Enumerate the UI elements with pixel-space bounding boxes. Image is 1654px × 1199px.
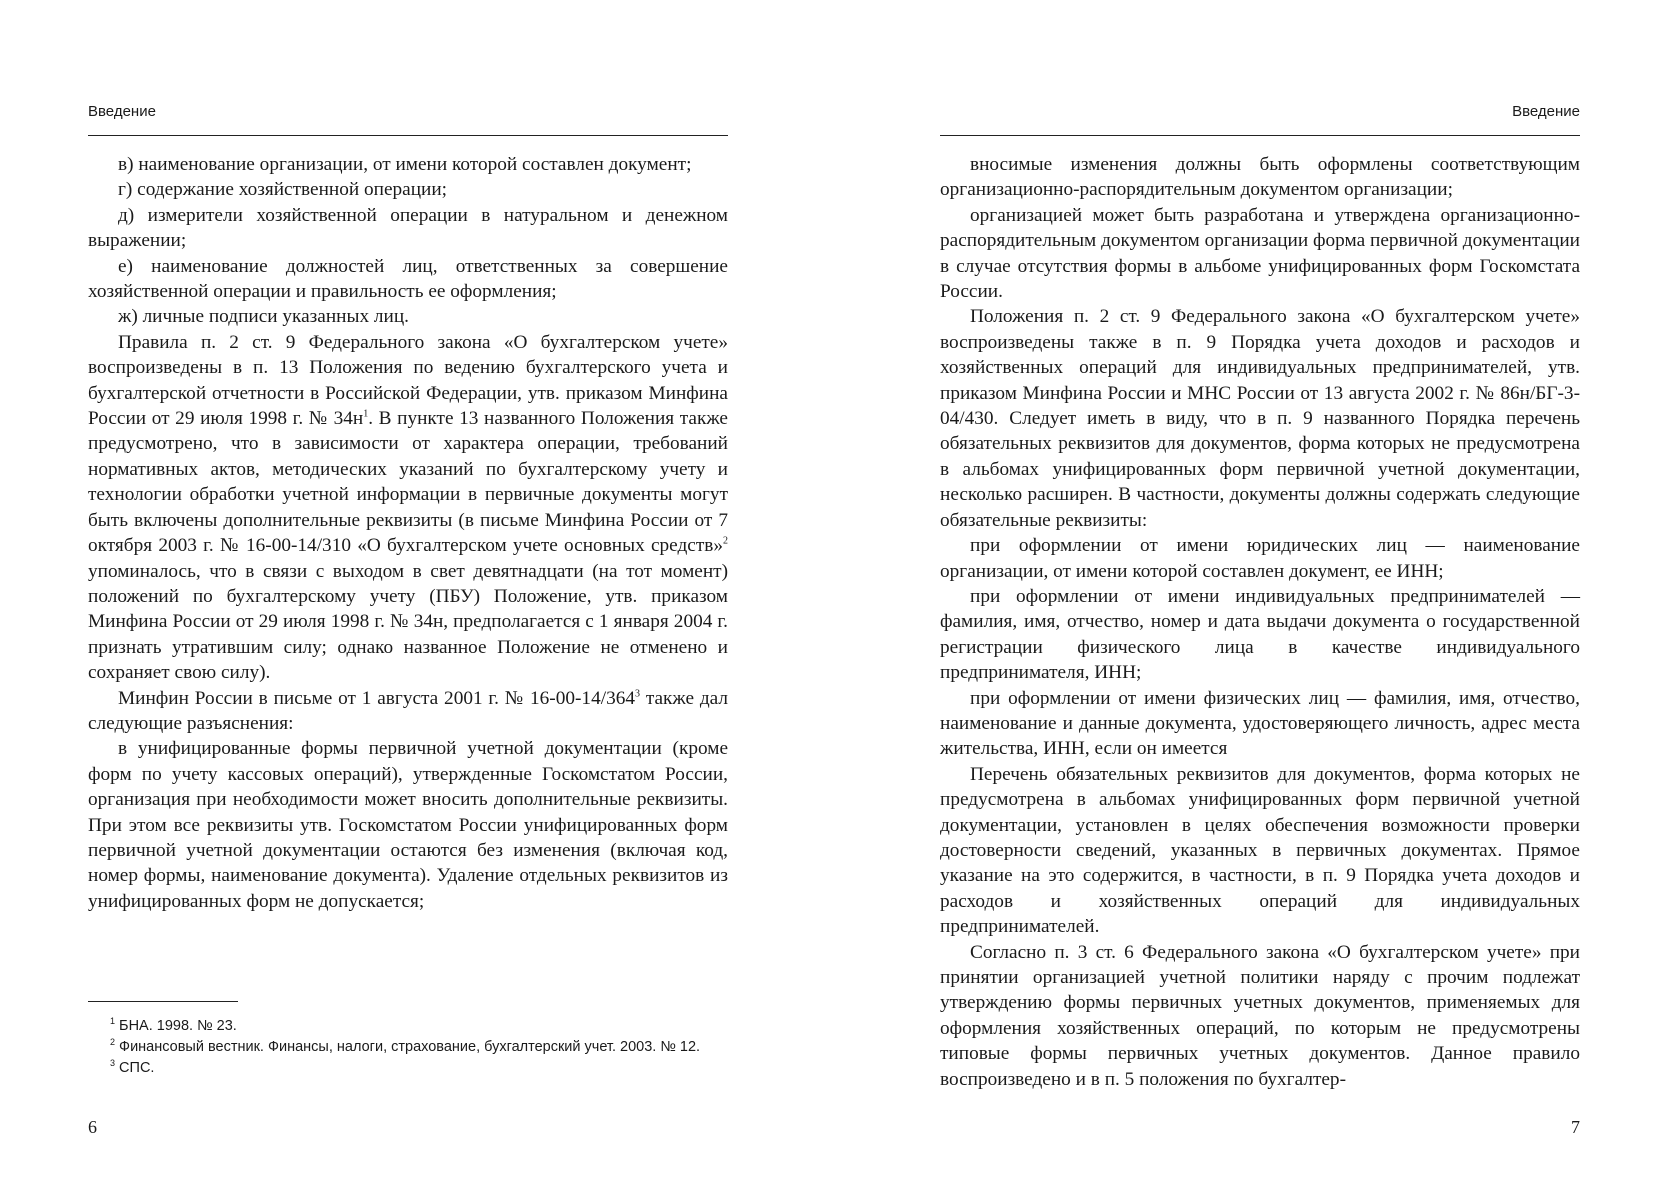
paragraph-text: . В пункте 13 названного Положения также предусмотрено, что в зависимости от характера операции, требований нормативных актов, методических указаний по бухгалтерскому учету и технологии обработки учетной информации в первичные документы могут быть включены дополнительные реквизиты (в письме Минфина России от 7 октября 2003 г. № 16-00-14/310 «О бухгалтерском учете основных средств» bbox=[88, 408, 728, 557]
footnote: $^3$ СПС. bbox=[110, 1058, 155, 1076]
paragraph-text: упоминалось, что в связи с выходом в свет девятнадцати (на тот момент) положений по бухгалтерскому учету (ПБУ) Положение, утв. приказом Минфина России от 29 июля 1998 г. № 34н, предполагается с 1 января 2004 г. признать утратившим силу; однако названное Положение не отменено и сохраняет свою силу). bbox=[88, 560, 728, 684]
paragraph: ж) личные подписи указанных лиц. bbox=[118, 306, 409, 328]
paragraph: е) наименование должностей лиц, ответственных за совершение хозяйственной операции и правильность ее оформления; bbox=[88, 255, 728, 303]
paragraph: Перечень обязательных реквизитов для документов, форма которых не предусмотрена в альбомах унифицированных форм первичной учетной документации, установлен в целях обеспечения возможности проверки достоверности сведений, указанных в первичных документах. Прямое указание на это содержится, в частности, в п. 9 Порядка учета доходов и расходов и хозяйственных операций для индивидуальных предпринимателей. bbox=[940, 763, 1580, 938]
paragraph: в унифицированные формы первичной учетной документации (кроме форм по учету кассовых операций), утвержденные Госкомстатом России, организация при необходимости может вносить дополнительные реквизиты. При этом все реквизиты утв. Госкомстатом России унифицированных форм первичной учетной документации остаются без изменения (включая код, номер формы, наименование документа). Удаление отдельных реквизитов из унифицированных форм не допускается; bbox=[88, 738, 728, 912]
footnote-ref: 2 bbox=[723, 535, 728, 547]
running-head: Введение bbox=[88, 103, 156, 120]
footnote-ref: 3 bbox=[635, 688, 640, 700]
header-rule bbox=[940, 135, 1580, 136]
paragraph-text: также дал следующие разъяснения: bbox=[88, 687, 729, 734]
paragraph-text: Минфин России в письме от 1 августа 2001 г. № 16-00-14/364 bbox=[118, 687, 635, 709]
paragraph: г) содержание хозяйственной операции; bbox=[118, 179, 448, 201]
paragraph: д) измерители хозяйственной операции в натуральном и денежном выражении; bbox=[88, 204, 728, 252]
footnote-ref: 1 bbox=[363, 408, 369, 420]
paragraph: в) наименование организации, от имени которой составлен документ; bbox=[118, 154, 692, 175]
header-rule bbox=[88, 135, 728, 136]
paragraph: Согласно п. 3 ст. 6 Федерального закона «О бухгалтерском учете» при принятии организацией учетной политики наряду с прочим подлежат утверждению формы первичных учетных документов, применяемых для оформления хозяйственных операций, по которым не предусмотрены типовые формы первичных учетных документов. Данное правило воспроизведено и в п. 5 положения по бухгалтер- bbox=[940, 941, 1580, 1090]
paragraph bbox=[88, 330, 728, 686]
paragraph: организацией может быть разработана и утверждена организационно-распорядительным документом организации форма первичной документации в случае отсутствия формы в альбоме унифицированных форм Госкомстата России. bbox=[940, 204, 1580, 303]
page-number: 7 bbox=[1571, 1117, 1580, 1137]
left-page bbox=[88, 0, 728, 1199]
paragraph-text: Правила п. 2 ст. 9 Федерального закона «О бухгалтерском учете» воспроизведены в п. 13 Положения по ведению бухгалтерского учета и бухгалтерской отчетности в Российской Федерации, утв. приказом Минфина России от 29 июля 1998 г. № 34н bbox=[88, 331, 728, 430]
paragraph: при оформлении от имени юридических лиц — наименование организации, от имени которой составлен документ, ее ИНН; bbox=[940, 535, 1580, 582]
footnote: $^1$ БНА. 1998. № 23. bbox=[110, 1016, 237, 1034]
body-text bbox=[88, 152, 728, 914]
page-number: 6 bbox=[88, 1117, 97, 1137]
paragraph: Положения п. 2 ст. 9 Федерального закона «О бухгалтерском учете» воспроизведены также в п. 9 Порядка учета доходов и расходов и хозяйственных операций для индивидуальных предпринимателей, утв. приказом Минфина России и МНС России от 13 августа 2002 г. № 86н/БГ-3-04/430. Следует иметь в виду, что в п. 9 названного Порядка перечень обязательных реквизитов для документов, форма которых не предусмотрена в альбомах унифицированных форм первичной учетной документации, несколько расширен. В частности, документы должны содержать следующие обязательные реквизиты: bbox=[940, 306, 1580, 531]
paragraph: при оформлении от имени индивидуальных предпринимателей — фамилия, имя, отчество, номер и дата выдачи документа о государственной регистрации физического лица в качестве индивидуального предпринимателя, ИНН; bbox=[940, 585, 1580, 684]
body-text bbox=[940, 152, 1580, 1092]
footnote: $^2$ Финансовый вестник. Финансы, налоги, страхование, бухгалтерский учет. 2003. № 12. bbox=[110, 1037, 701, 1055]
paragraph: вносимые изменения должны быть оформлены соответствующим организационно-распорядительным документом организации; bbox=[940, 154, 1580, 201]
footnotes bbox=[88, 1016, 728, 1079]
running-head: Введение bbox=[1512, 103, 1580, 120]
footnote-rule bbox=[88, 1001, 238, 1002]
paragraph bbox=[88, 686, 728, 737]
paragraph: при оформлении от имени физических лиц — фамилия, имя, отчество, наименование и данные документа, удостоверяющего личность, адрес места жительства, ИНН, если он имеется bbox=[940, 687, 1580, 760]
right-page bbox=[940, 0, 1580, 1199]
